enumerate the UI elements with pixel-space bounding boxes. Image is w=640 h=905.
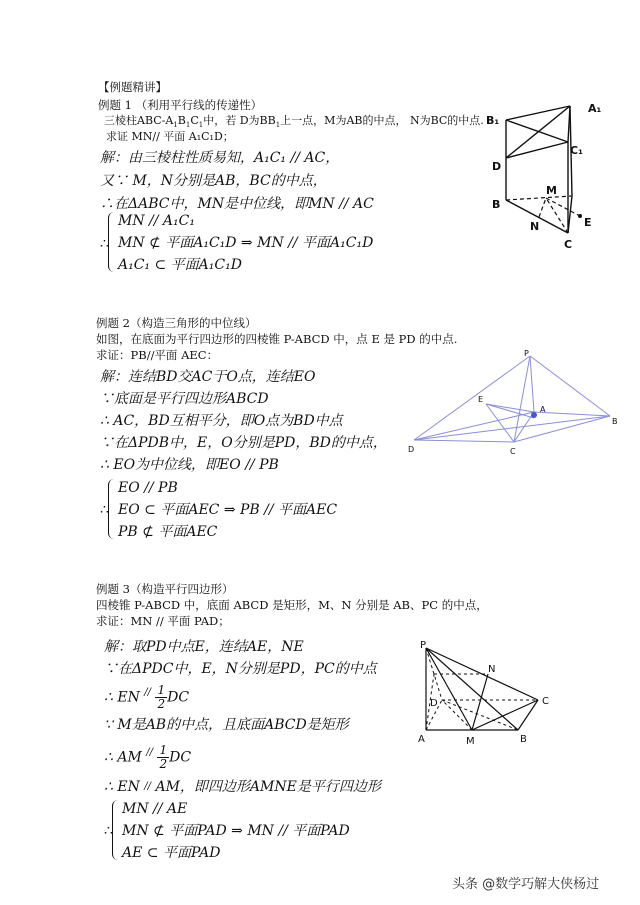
label-a: A bbox=[418, 734, 425, 745]
ex3-brace-line2: MN ⊄ 平面PAD ⇒ MN // 平面PAD bbox=[122, 823, 350, 839]
ex1-brace-line1: MN // A₁C₁ bbox=[118, 213, 195, 229]
ex2-brace-group bbox=[104, 479, 364, 543]
label-p: P bbox=[524, 350, 529, 358]
ex1-brace bbox=[108, 212, 117, 272]
label-e: E bbox=[478, 395, 484, 404]
edge-ec bbox=[486, 404, 514, 442]
label-m: M bbox=[466, 736, 475, 747]
ex3-sol-line1: 解：取PD中点E，连结AE，NE bbox=[104, 639, 304, 655]
ex3-pyramid-figure bbox=[412, 638, 562, 750]
ex1-sol-line2: 又∵ M，N分别是AB，BC的中点， bbox=[100, 173, 327, 189]
ex1-therefore: ∴ bbox=[100, 236, 109, 252]
label-c: C bbox=[564, 238, 573, 251]
ex2-brace-line3: PB ⊄ 平面AEC bbox=[118, 524, 218, 540]
ex3-sol-line5: ∴ AM // $\frac{1}{2}$ DC bbox=[104, 743, 192, 771]
edge-pb bbox=[426, 648, 518, 730]
ex2-brace-line1: EO // PB bbox=[118, 480, 178, 496]
section-title: 【例题精讲】 bbox=[98, 80, 167, 94]
ex1-heading: 例题 1 （利用平行线的传递性） bbox=[98, 98, 263, 112]
ex1-brace-group bbox=[104, 212, 374, 276]
edge-db bbox=[414, 416, 610, 440]
edge-md-hidden bbox=[442, 700, 472, 730]
label-d: D bbox=[430, 698, 438, 709]
ex1-sol-line1: 解：由三棱柱性质易知，A₁C₁ // AC， bbox=[100, 150, 340, 166]
ex1-brace-line2: MN ⊄ 平面A₁C₁D ⇒ MN // 平面A₁C₁D bbox=[118, 235, 374, 251]
edge-nm-hidden bbox=[539, 198, 546, 217]
ex2-therefore: ∴ bbox=[100, 502, 109, 518]
label-d: D bbox=[408, 445, 415, 454]
point-e bbox=[578, 214, 582, 218]
edge-pd bbox=[414, 356, 530, 440]
label-d: D bbox=[492, 160, 502, 173]
ex3-therefore: ∴ bbox=[104, 823, 113, 839]
ex3-brace-line1: MN // AE bbox=[122, 801, 188, 817]
ex3-sol-line6: ∴ EN // AM，即四边形AMNE是平行四边形 bbox=[104, 779, 381, 795]
ex1-prism-figure bbox=[484, 98, 624, 256]
ex1-sol-line3: ∴在ΔABC中，MN是中位线，即MN // AC bbox=[100, 196, 374, 212]
ex1-brace-line3: A₁C₁ ⊂ 平面A₁C₁D bbox=[118, 257, 242, 273]
ex3-problem-line2: 求证：MN // 平面 PAD； bbox=[96, 614, 230, 628]
ex2-heading: 例题 2（构造三角形的中位线） bbox=[96, 316, 257, 330]
label-a: A bbox=[540, 405, 546, 414]
ex2-sol-line4: ∵在ΔPDB中，E，O分别是PD，BD的中点， bbox=[100, 435, 387, 451]
point-o bbox=[531, 412, 537, 418]
edge-da bbox=[414, 412, 534, 440]
label-c: C bbox=[542, 696, 549, 707]
ex3-sol-line4: ∵ M是AB的中点，且底面ABCD是矩形 bbox=[104, 717, 349, 733]
ex2-sol-line3: ∴ AC，BD互相平分，即O点为BD中点 bbox=[100, 413, 343, 429]
ex3-brace bbox=[112, 800, 121, 860]
ex3-sol-line2: ∵在ΔPDC中，E，N分别是PD，PC的中点 bbox=[104, 661, 377, 677]
edge-db-hidden bbox=[442, 700, 518, 730]
label-n: N bbox=[488, 664, 496, 675]
label-m: M bbox=[546, 184, 557, 197]
label-e: E bbox=[584, 216, 592, 229]
label-c1: C₁ bbox=[570, 144, 583, 157]
ex3-heading: 例题 3（构造平行四边形） bbox=[96, 582, 234, 596]
ex2-problem-line2: 求证：PB//平面 AEC： bbox=[96, 348, 219, 362]
label-n: N bbox=[530, 220, 540, 233]
edge-mn bbox=[472, 674, 488, 730]
ex1-problem-line1: 三棱柱ABC-$A_1B_1C_1$中，若 D为$BB_1$上一点，M为AB的中点， N为BC的中点. bbox=[104, 114, 484, 130]
ex2-brace-line2: EO ⊂ 平面AEC ⇒ PB // 平面AEC bbox=[118, 502, 338, 518]
label-b: B bbox=[520, 734, 527, 745]
ex3-problem-line1: 四棱锥 P-ABCD 中，底面 ABCD 是矩形，M、N 分别是 AB、PC 的中点， bbox=[96, 598, 488, 612]
edge-pa bbox=[530, 356, 534, 412]
ex3-brace-line3: AE ⊂ 平面PAD bbox=[122, 845, 221, 861]
ex2-sol-line2: ∵底面是平行四边形ABCD bbox=[100, 391, 269, 407]
ex3-sol-line3: ∴ EN // $\frac{1}{2}$ DC bbox=[104, 683, 190, 711]
ex2-sol-line5: ∴ EO为中位线，即EO // PB bbox=[100, 457, 279, 473]
ex2-brace bbox=[108, 479, 117, 539]
ex1-problem-line2: 求证 MN// 平面 A₁C₁D； bbox=[106, 130, 234, 143]
label-p: P bbox=[420, 640, 427, 651]
ex2-sol-line1: 解：连结BD交AC于O点，连结EO bbox=[100, 369, 316, 385]
label-b: B bbox=[492, 198, 501, 211]
edge-dc bbox=[414, 440, 514, 442]
watermark: 头条 @数学巧解大侠杨过 bbox=[452, 877, 600, 892]
label-a1: A₁ bbox=[588, 102, 602, 115]
label-c: C bbox=[510, 447, 516, 456]
ex3-brace-group bbox=[108, 800, 368, 864]
edge-b1c1 bbox=[506, 120, 568, 142]
label-b: B bbox=[612, 417, 618, 426]
label-b1: B₁ bbox=[486, 114, 500, 127]
edge-ba-hidden bbox=[506, 196, 572, 200]
ex2-problem-line1: 如图，在底面为平行四边形的四棱锥 P-ABCD 中，点 E 是 PD 的中点. bbox=[96, 332, 458, 346]
ex2-pyramid-figure bbox=[400, 350, 625, 460]
